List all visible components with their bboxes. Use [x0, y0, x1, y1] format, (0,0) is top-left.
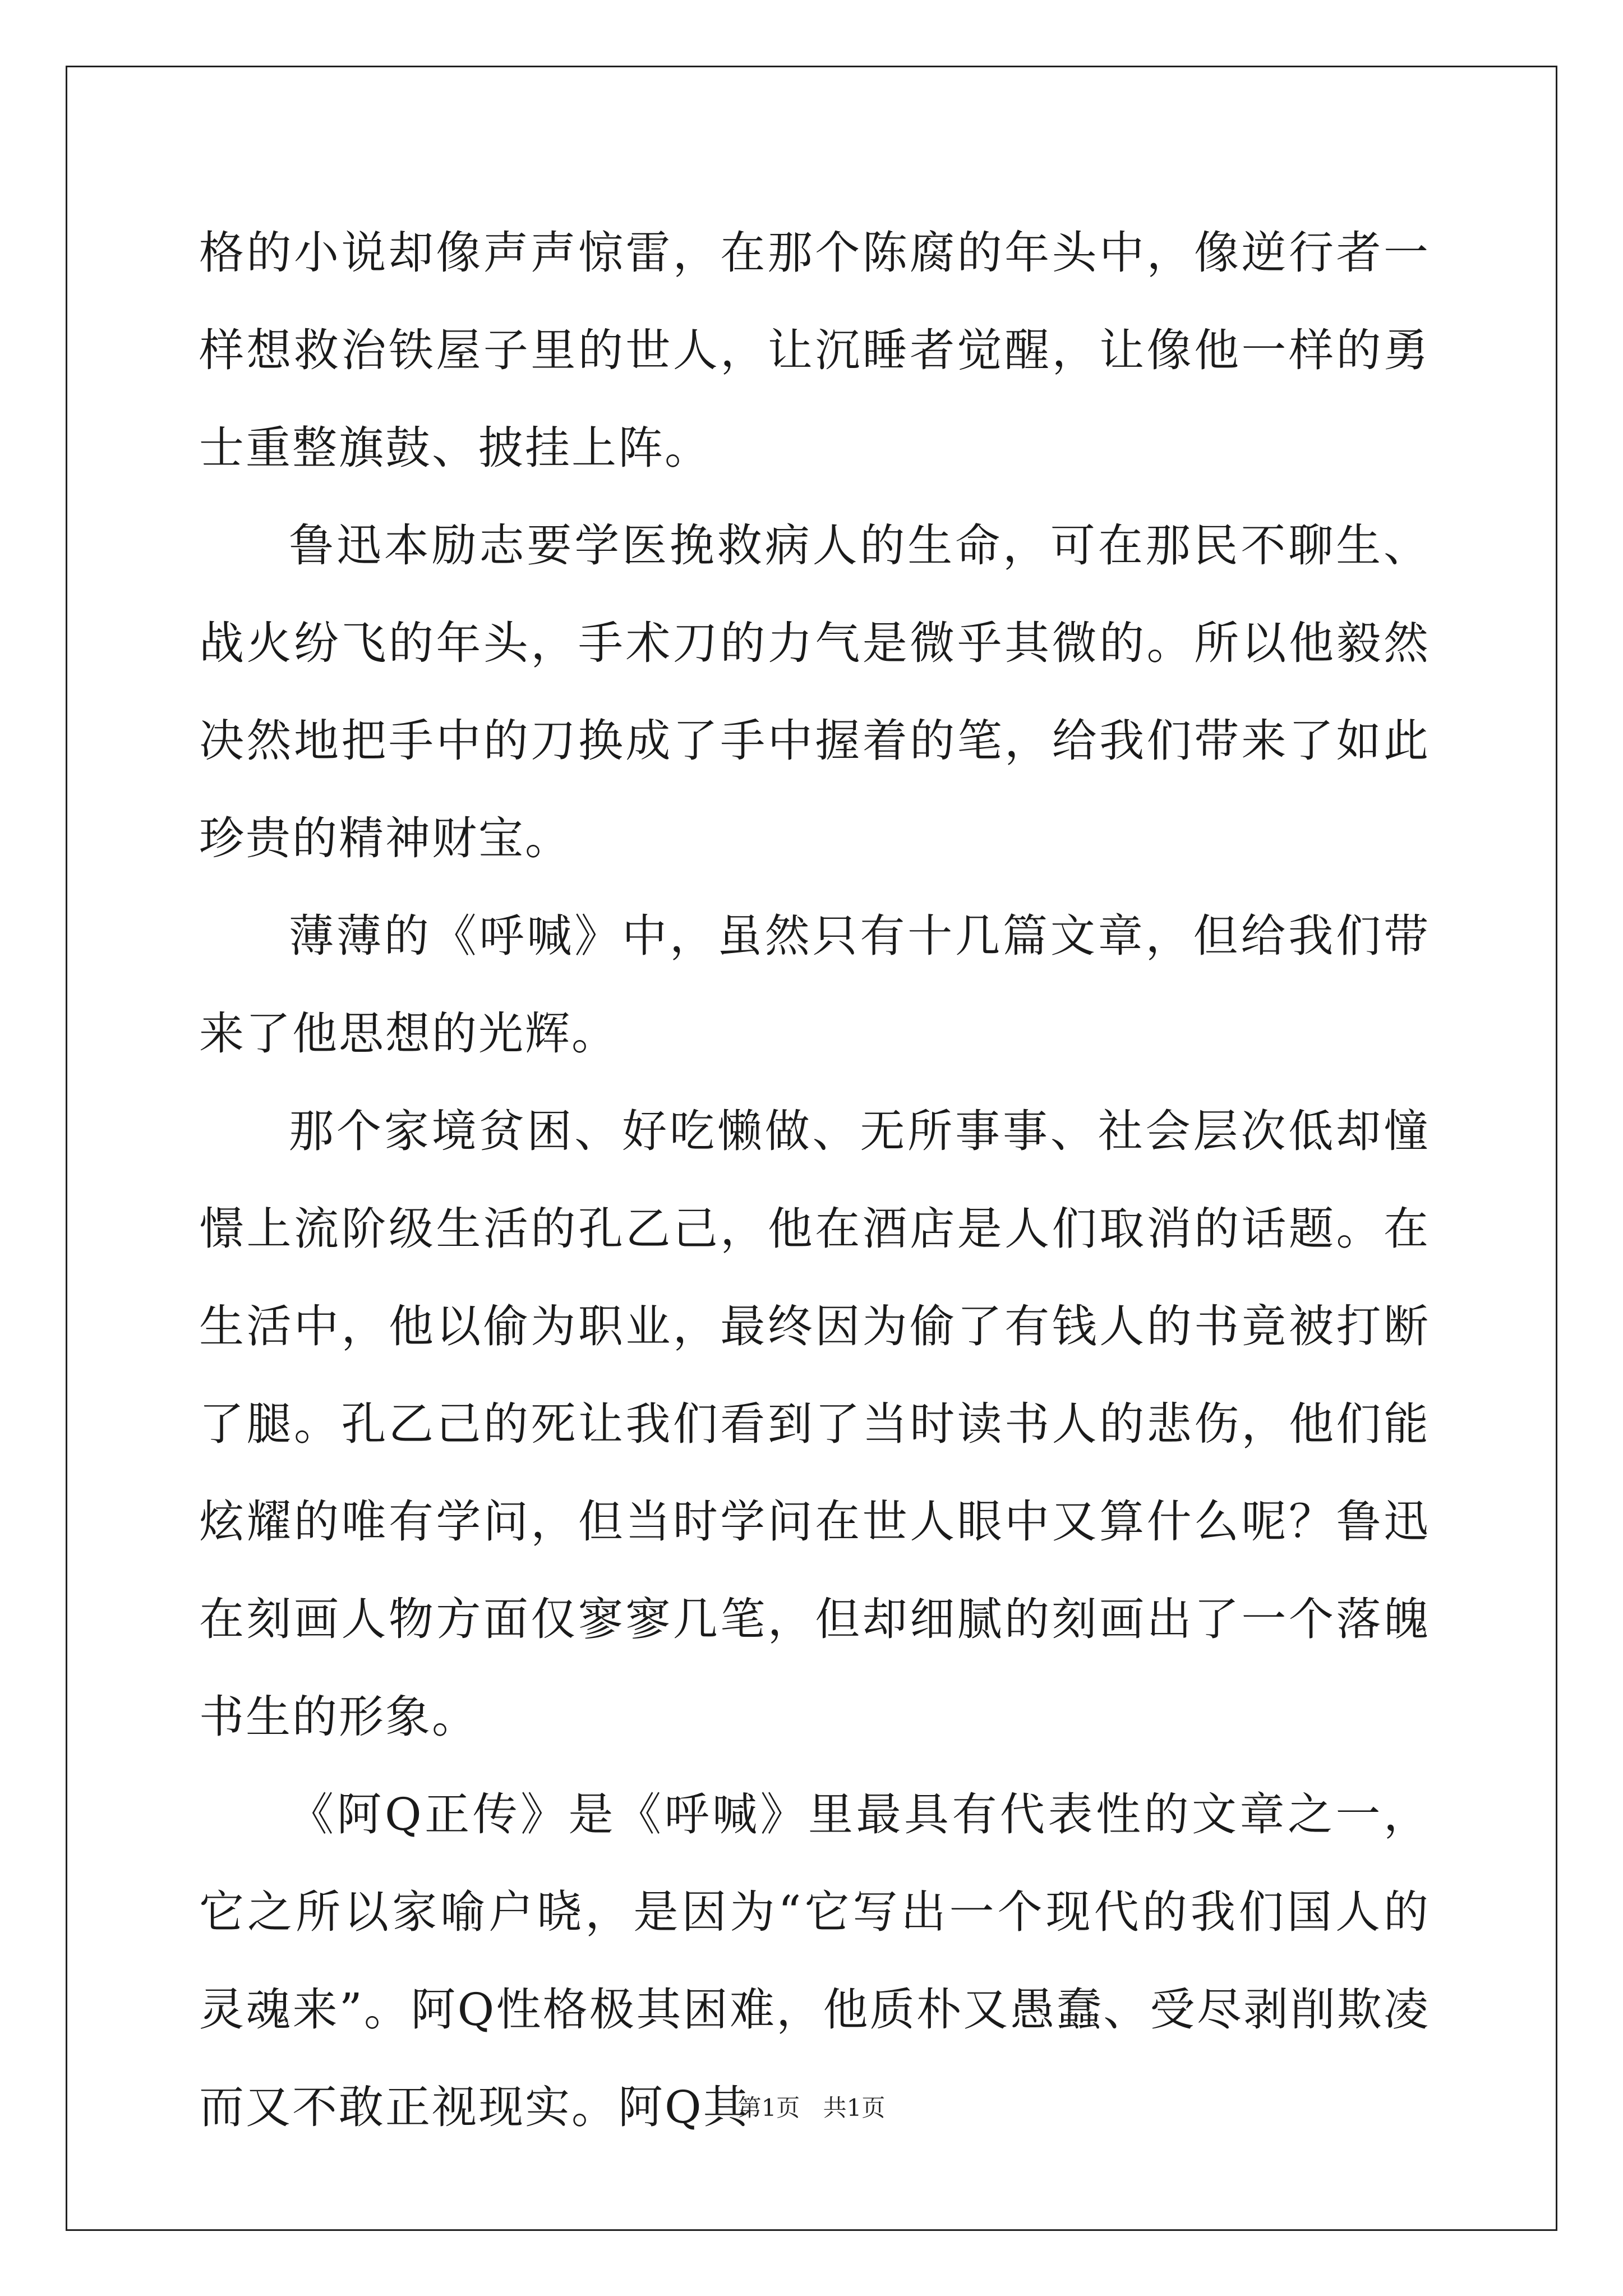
page-footer — [0, 2091, 1623, 2125]
document-body — [199, 204, 1430, 2156]
page-number: 第1页 — [737, 2094, 800, 2122]
paragraph: 薄薄的《呼喊》中，虽然只有十几篇文章，但给我们带来了他思想的光辉。 — [199, 910, 1430, 1060]
paragraph: 那个家境贫困、好吃懒做、无所事事、社会层次低却憧憬上流阶级生活的孔乙己，他在酒店是人们取消的话题。在生活中，他以偷为职业，最终因为偷了有钱人的书竟被打断了腿。孔乙己的死让我们看到了当时读书人的悲伤，他们能炫耀的唯有学问，但当时学问在世人眼中又算什么呢？鲁迅在刻画人物方面仅寥寥几笔，但却细腻的刻画出了一个落魄书生的形象。 — [199, 1105, 1430, 1743]
paragraph-continuation: 格的小说却像声声惊雷，在那个陈腐的年头中，像逆行者一样想救治铁屋子里的世人，让沉睡者觉醒，让像他一样的勇士重整旗鼓、披挂上阵。 — [199, 227, 1430, 474]
paragraph: 鲁迅本励志要学医挽救病人的生命，可在那民不聊生、战火纷飞的年头，手术刀的力气是微乎其微的。所以他毅然决然地把手中的刀换成了手中握着的笔，给我们带来了如此珍贵的精神财宝。 — [199, 519, 1430, 864]
paragraph: 《阿Q正传》是《呼喊》里最具有代表性的文章之一，它之所以家喻户晓，是因为“它写出一个现代的我们国人的灵魂来”。阿Q性格极其困难，他质朴又愚蠢、受尽剥削欺凌而又不敢正视现实。阿Q其 — [199, 1788, 1430, 2133]
page-total: 共1页 — [823, 2094, 886, 2122]
